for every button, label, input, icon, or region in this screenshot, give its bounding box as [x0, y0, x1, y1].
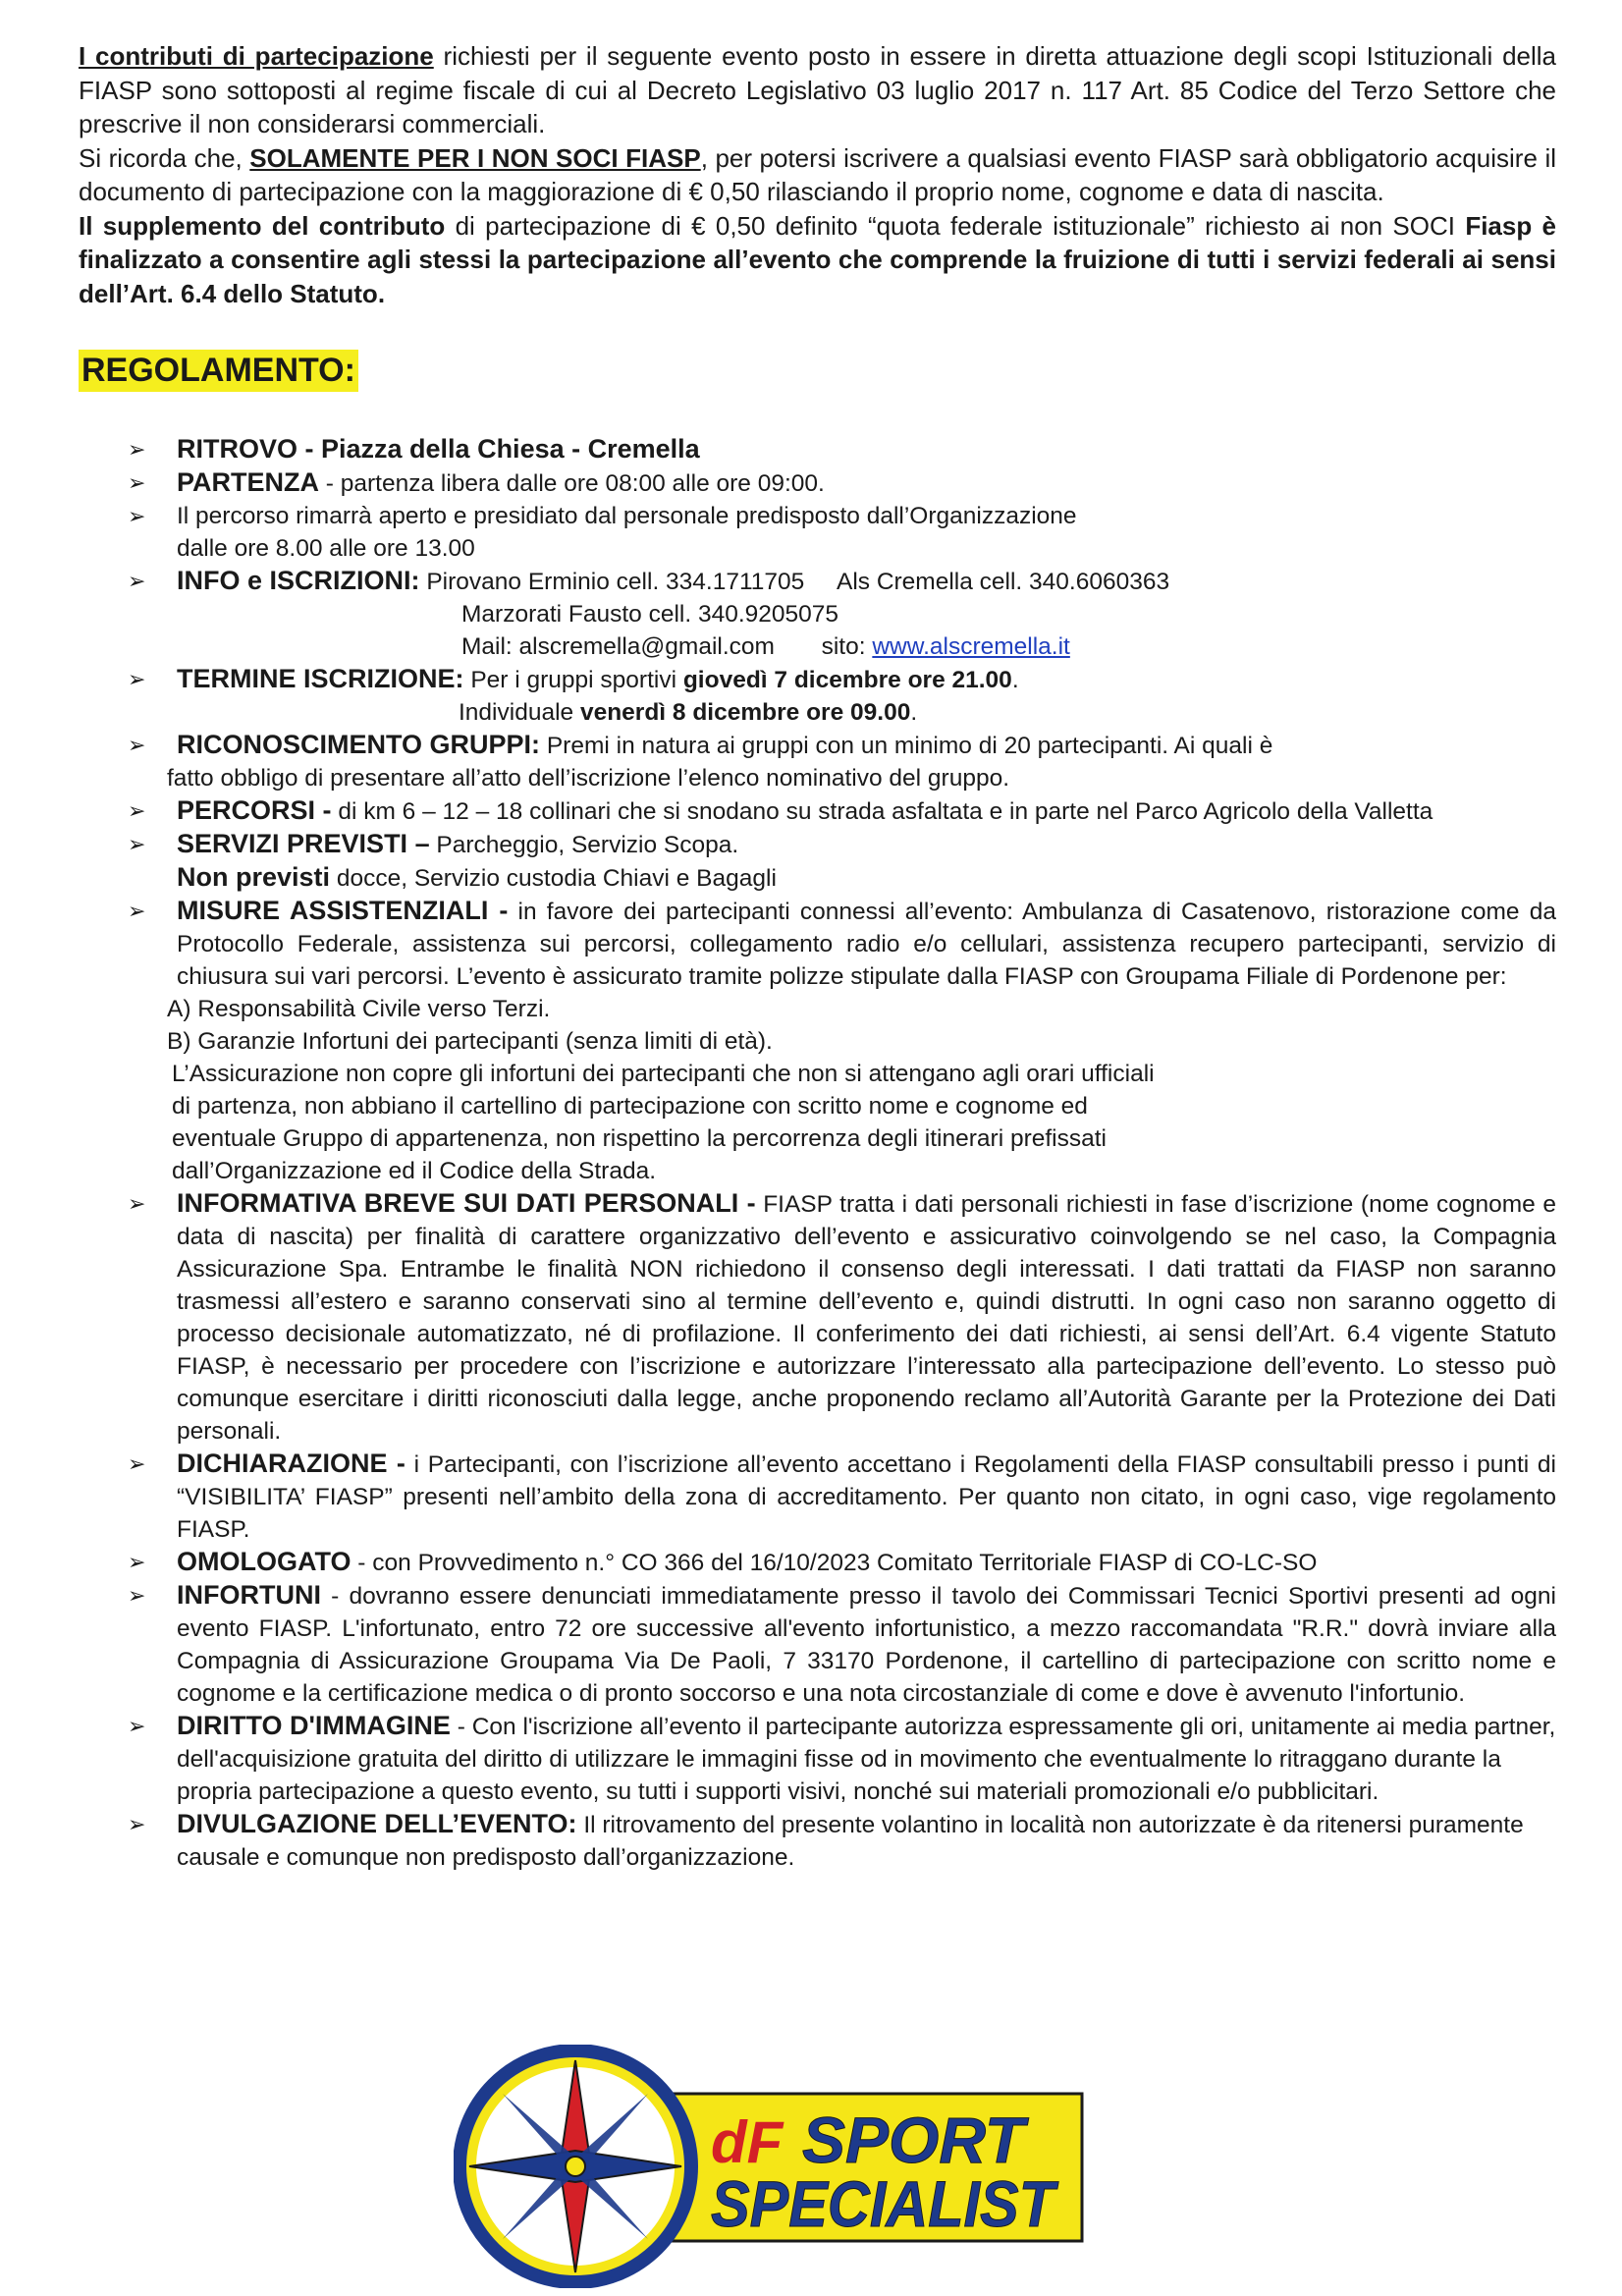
rule-percorso-line2: dalle ore 8.00 alle ore 13.00: [177, 535, 475, 562]
intro-p1-text: richiesti per il seguente evento posto in essere in diretta attuazione degli scopi Istituzionali della FIASP sono sottoposti al regime fiscale di cui al Decreto Legislativo 03 luglio 2017 n. 117 Art. 85 Codice del Terzo Settore che prescrive il non considerarsi commerciali.: [79, 41, 1556, 138]
rule-percorso-line1: Il percorso rimarrà aperto e presidiato dal personale predisposto dall’Organizzazione: [177, 503, 1077, 529]
rule-diritto-text: - Con l'iscrizione all’evento il partecipante autorizza espressamente gli ori, unitamente ai media partner, dell'acquisizione gratuita del diritto di utilizzare le immagini fisse od in movimento che eventualmente lo ritraggano durante la propria partecipazione a questo evento, su tutti i supporti visivi, nonché sui materiali promozionali e/o pubblicitari.: [177, 1714, 1556, 1805]
rule-ritrovo-title: RITROVO - Piazza della Chiesa - Cremella: [177, 434, 700, 464]
rules-list: [79, 433, 1556, 1874]
arrow-bullet-icon: ➢: [128, 1191, 146, 1216]
rule-misure-a: A) Responsabilità Civile verso Terzi.: [167, 996, 551, 1022]
rule-servizi-text: Parcheggio, Servizio Scopa.: [429, 832, 739, 858]
rule-partenza-title: PARTENZA: [177, 467, 319, 497]
rule-misure-title: MISURE ASSISTENZIALI -: [177, 896, 509, 925]
arrow-bullet-icon: ➢: [128, 470, 146, 495]
rule-info: [79, 565, 1556, 663]
rule-non-previsti-text: docce, Servizio custodia Chiavi e Bagagli: [330, 865, 777, 892]
rule-termine-row2: [177, 696, 1556, 729]
arrow-bullet-icon: ➢: [128, 437, 146, 462]
rule-diritto-title: DIRITTO D'IMMAGINE: [177, 1711, 451, 1740]
rule-informativa-title: INFORMATIVA BREVE SUI DATI PERSONALI -: [177, 1188, 756, 1218]
arrow-bullet-icon: ➢: [128, 798, 146, 823]
rule-misure-c2: di partenza, non abbiano il cartellino di partecipazione con scritto nome e cognome ed: [172, 1093, 1088, 1120]
intro-p2-start: Si ricorda che,: [79, 142, 250, 173]
rule-dichiarazione-text: i Partecipanti, con l’iscrizione all’evento accettano i Regolamenti della FIASP consultabili presso i punti di “VISIBILITA’ FIASP” presenti nell’ambito della zona di accreditamento. Per quanto non citato, in ogni caso, vige regolamento FIASP.: [177, 1451, 1556, 1543]
rule-ricon-text: Premi in natura ai gruppi con un minimo di 20 partecipanti. Ai quali è: [540, 733, 1273, 759]
logo-sport-text: SPORT: [802, 2104, 1025, 2176]
arrow-bullet-icon: ➢: [128, 1714, 146, 1738]
rule-divulgazione-text: Il ritrovamento del presente volantino in località non autorizzate è da ritenersi puramente causale e comunque non predisposto dall’organizzazione.: [177, 1812, 1524, 1871]
intro-p3-bold-end: Fiasp è finalizzato a consentire agli stessi la partecipazione all’evento che comprende la fruizione di tutti i servizi federali ai sensi dell’Art. 6.4 dello Statuto.: [79, 210, 1557, 308]
rule-info-row3: [177, 630, 1556, 663]
rule-misure-c1: L’Assicurazione non copre gli infortuni dei partecipanti che non si attengano agli orari ufficiali: [172, 1061, 1155, 1087]
rule-servizi-row1: [177, 828, 1556, 861]
heading-wrap: [79, 350, 1556, 392]
rule-percorso: [79, 500, 1556, 565]
rule-info-site-link[interactable]: www.alscremella.it: [872, 633, 1070, 660]
intro-p2-text: , per potersi iscrivere a qualsiasi evento FIASP sarà obbligatorio acquisire il documento di partecipazione con la maggiorazione di € 0,50 rilasciando il proprio nome, cognome e data di nascita.: [79, 142, 1556, 206]
rule-omologato: [79, 1546, 1556, 1579]
regolamento-heading: REGOLAMENTO:: [79, 350, 358, 392]
rule-ricon-row2: fatto obbligo di presentare all’atto dell’iscrizione l’elenco nominativo del gruppo.: [167, 765, 1010, 792]
rule-termine-text2c: .: [910, 699, 918, 726]
rule-infortuni: [79, 1579, 1556, 1710]
rule-non-previsti-title: Non previsti: [177, 862, 331, 892]
rule-termine-text2a: Individuale: [459, 699, 580, 726]
intro-text: [79, 39, 1556, 310]
compass-center: [566, 2157, 585, 2176]
intro-non-soci-emphasis: SOLAMENTE PER I NON SOCI FIASP: [249, 142, 701, 173]
rule-info-line1: Pirovano Erminio cell. 334.1711705 Als Cremella cell. 340.6060363: [419, 569, 1170, 595]
rule-misure-text: in favore dei partecipanti connessi all’evento: Ambulanza di Casatenovo, ristorazione come da Protocollo Federale, assistenza sui percorsi, collegamento radio e/o cellulari, assistenza recupero partecipanti, servizio di chiusura sui vari percorsi. L’evento è assicurato tramite polizze stipulate dalla FIASP con Groupama Filiale di Pordenone per:: [177, 899, 1557, 990]
rule-termine-text1c: .: [1011, 667, 1019, 693]
arrow-bullet-icon: ➢: [128, 569, 146, 593]
rule-info-row1: [177, 565, 1556, 598]
rule-termine-row1: [177, 663, 1556, 696]
logo-specialist-text: SPECIALIST: [711, 2167, 1059, 2240]
intro-p3-mid: di partecipazione di € 0,50 definito “quota federale istituzionale” richiesto ai non SOCI: [445, 210, 1466, 241]
arrow-bullet-icon: ➢: [128, 1451, 146, 1476]
rule-termine-text2b: venerdì 8 dicembre ore 09.00: [579, 699, 911, 726]
intro-contributi-heading: I contributi di partecipazione: [79, 41, 434, 71]
rule-info-title: INFO e ISCRIZIONI:: [177, 566, 420, 595]
rule-servizi: [79, 828, 1556, 895]
arrow-bullet-icon: ➢: [128, 1550, 146, 1574]
arrow-bullet-icon: ➢: [128, 1583, 146, 1608]
rule-dichiarazione: [79, 1448, 1556, 1546]
rule-ritrovo: [79, 433, 1556, 466]
rule-riconoscimento: [79, 729, 1556, 794]
intro-p3-bold-start: Il supplemento del contributo: [79, 210, 446, 241]
rule-dichiarazione-title: DICHIARAZIONE -: [177, 1449, 406, 1478]
rule-termine-title: TERMINE ISCRIZIONE:: [177, 664, 464, 693]
rule-partenza: [79, 466, 1556, 500]
rule-percorsi: [79, 794, 1556, 828]
rule-percorsi-title: PERCORSI -: [177, 795, 332, 825]
rule-omologato-text: - con Provvedimento n.° CO 366 del 16/10/2023 Comitato Territoriale FIASP di CO-LC-SO: [351, 1550, 1318, 1576]
rule-termine-text1a: Per i gruppi sportivi: [463, 667, 683, 693]
arrow-bullet-icon: ➢: [128, 1812, 146, 1836]
rule-termine: [79, 663, 1556, 729]
rule-infortuni-title: INFORTUNI: [177, 1580, 321, 1610]
arrow-bullet-icon: ➢: [128, 899, 146, 923]
rule-misure: [79, 895, 1556, 1187]
rule-ricon-row1: [177, 729, 1556, 762]
rule-partenza-text: - partenza libera dalle ore 08:00 alle ore 09:00.: [319, 470, 825, 497]
rule-servizi-title: SERVIZI PREVISTI –: [177, 829, 430, 858]
arrow-bullet-icon: ➢: [128, 733, 146, 757]
rule-divulgazione: [79, 1808, 1556, 1874]
rule-misure-b: B) Garanzie Infortuni dei partecipanti (senza limiti di età).: [167, 1028, 773, 1055]
rule-termine-text1b: giovedì 7 dicembre ore 21.00: [682, 667, 1012, 693]
document-page: [79, 39, 1556, 1874]
rule-ricon-title: RICONOSCIMENTO GRUPPI:: [177, 730, 541, 759]
logo-graphic: [454, 2045, 1092, 2288]
rule-info-mail: Mail: alscremella@gmail.com sito:: [461, 633, 873, 660]
sport-specialist-logo: [454, 2045, 1092, 2288]
rule-misure-c4: dall’Organizzazione ed il Codice della Strada.: [172, 1158, 657, 1184]
arrow-bullet-icon: ➢: [128, 667, 146, 691]
rule-divulgazione-title: DIVULGAZIONE DELL’EVENTO:: [177, 1809, 577, 1838]
rule-non-previsti-row: [177, 861, 1556, 895]
rule-omologato-title: OMOLOGATO: [177, 1547, 351, 1576]
arrow-bullet-icon: ➢: [128, 832, 146, 856]
rule-informativa: [79, 1187, 1556, 1448]
rule-infortuni-text: - dovranno essere denunciati immediatamente presso il tavolo dei Commissari Tecnici Sportivi presenti ad ogni evento FIASP. L'infortunato, entro 72 ore successive all'evento infortunistico, a mezzo raccomandata "R.R." dovrà inviare alla Compagnia di Assicurazione Groupama Via De Paoli, 7 33170 Pordenone, il cartellino di partecipazione con scritto nome e cognome e la certificazione medica o di pronto soccorso e una nota circostanziale di come e dove è avvenuto l'infortunio.: [177, 1583, 1556, 1707]
logo-df-mark: dF: [711, 2109, 784, 2175]
rule-misure-c3: eventuale Gruppo di appartenenza, non rispettino la percorrenza degli itinerari prefissati: [172, 1125, 1107, 1152]
arrow-bullet-icon: ➢: [128, 504, 146, 528]
rule-informativa-text: FIASP tratta i dati personali richiesti in fase d’iscrizione (nome cognome e data di nascita) per finalità di carattere organizzativo dell’evento e assicurativo coinvolgendo se nel caso, la Compagnia Assicurazione Spa. Entrambe le finalità NON richiedono il consenso degli interessati. I dati trattati da FIASP non saranno trasmessi all’estero e saranno conservati sino al termine dell’evento e, quindi distrutti. In ogni caso non saranno oggetto di processo decisionale automatizzato, né di profilazione. Il conferimento dei dati richiesti, ai sensi dell’Art. 6.4 vigente Statuto FIASP, è necessario per procedere con l’iscrizione e autorizzare l’interessato alla partecipazione dell’evento. Lo stesso può comunque esercitare i diritti riconosciuti dalla legge, anche proponendo reclamo all’Autorità Garante per la Protezione dei Dati personali.: [177, 1191, 1557, 1445]
rule-info-line2: Marzorati Fausto cell. 340.9205075: [461, 601, 839, 628]
rule-diritto: [79, 1710, 1556, 1808]
rule-percorsi-text: di km 6 – 12 – 18 collinari che si snodano su strada asfaltata e in parte nel Parco Agricolo della Valletta: [331, 798, 1433, 825]
